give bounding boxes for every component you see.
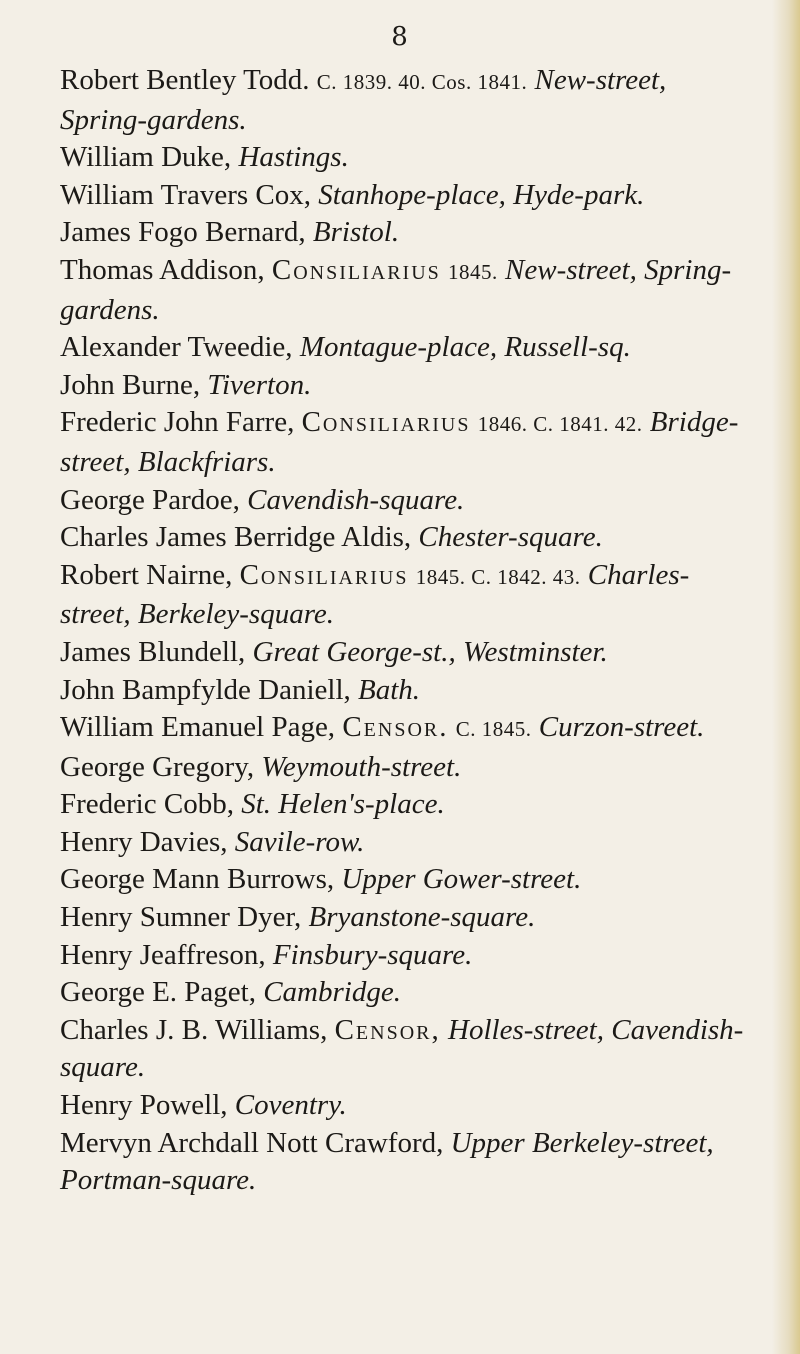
list-item xyxy=(60,177,750,215)
member-address: Finsbury-square. xyxy=(272,938,473,971)
office-title: Consiliarius xyxy=(239,558,409,591)
member-name: Henry Davies, xyxy=(60,825,228,858)
list-item xyxy=(60,139,750,177)
list-item xyxy=(60,557,750,634)
member-address: Bath. xyxy=(358,673,421,706)
list-item xyxy=(60,1125,750,1200)
member-address: Cambridge. xyxy=(263,976,401,1009)
member-name: John Bampfylde Daniell, xyxy=(60,673,351,706)
member-address: Curzon-street. xyxy=(538,711,705,744)
member-address: New-street, Spring-gardens. xyxy=(60,64,667,136)
member-name: Frederic John Farre, xyxy=(60,406,295,439)
list-item xyxy=(60,786,750,824)
list-item xyxy=(60,937,750,975)
page-number: 8 xyxy=(391,22,409,52)
member-address: St. Helen's-place. xyxy=(241,788,445,821)
member-name: William Emanuel Page, xyxy=(60,711,336,744)
office-title: Consiliarius xyxy=(271,253,441,286)
list-item xyxy=(60,1087,750,1125)
member-name: James Fogo Bernard, xyxy=(60,216,306,249)
member-name: George Gregory, xyxy=(60,750,255,783)
list-item xyxy=(60,899,750,937)
member-address: Upper Berkeley-street, Portman-square. xyxy=(60,1126,714,1197)
list-item xyxy=(60,214,750,252)
member-name: Alexander Tweedie, xyxy=(60,331,293,364)
office-title: Censor, xyxy=(334,1013,441,1046)
member-address: Bridge-street, Blackfriars. xyxy=(60,406,739,478)
member-name: William Travers Cox, xyxy=(60,178,311,211)
member-address: Savile-row. xyxy=(234,825,365,858)
member-address: Bryanstone-square. xyxy=(308,901,536,934)
list-item xyxy=(60,329,750,367)
list-item xyxy=(60,709,750,749)
member-address: Weymouth-street. xyxy=(261,750,462,783)
member-address: Bristol. xyxy=(312,216,400,249)
list-item xyxy=(60,861,750,899)
member-address: Hastings. xyxy=(238,141,349,174)
member-name: Henry Powell, xyxy=(60,1089,228,1122)
member-name: Frederic Cobb, xyxy=(60,788,234,821)
member-address: New-street, Spring-gardens. xyxy=(60,253,732,326)
list-item xyxy=(60,404,750,481)
member-name: Robert Bentley Todd. xyxy=(60,64,310,96)
list-item xyxy=(60,367,750,405)
page-edge xyxy=(772,0,800,1354)
member-name: Henry Sumner Dyer, xyxy=(60,901,302,934)
member-name: Henry Jeaffreson, xyxy=(60,938,266,971)
member-name: George Mann Burrows, xyxy=(60,863,335,896)
office-title: Consiliarius xyxy=(301,406,471,439)
office-title: Censor. xyxy=(342,711,449,744)
member-address: Tiverton. xyxy=(207,368,312,401)
member-address: Cavendish-square. xyxy=(247,483,465,516)
member-name: James Blundell, xyxy=(60,635,246,668)
member-name: Mervyn Archdall Nott Crawford, xyxy=(60,1126,444,1159)
list-item xyxy=(60,749,750,787)
entry-note: 1846. C. 1841. 42. xyxy=(477,412,643,437)
list-item xyxy=(60,974,750,1012)
member-address: Upper Gower-street. xyxy=(341,863,582,896)
entry-list xyxy=(60,62,750,1200)
list-item xyxy=(60,824,750,862)
member-name: Thomas Addison, xyxy=(60,253,265,286)
member-address: Holles-street, Cavendish-square. xyxy=(60,1013,744,1084)
member-address: Chester-square. xyxy=(418,521,603,554)
member-name: John Burne, xyxy=(60,368,201,401)
member-name: William Duke, xyxy=(60,141,232,174)
member-address: Stanhope-place, Hyde-park. xyxy=(318,178,645,211)
list-item xyxy=(60,252,750,329)
entry-note: C. 1845. xyxy=(455,717,532,742)
list-item xyxy=(60,519,750,557)
member-name: George E. Paget, xyxy=(60,976,256,1009)
list-item xyxy=(60,634,750,672)
entry-note: C. 1839. 40. Cos. 1841. xyxy=(316,70,528,94)
entry-note: 1845. C. 1842. 43. xyxy=(415,564,581,589)
member-address: Charles-street, Berkeley-square. xyxy=(60,558,690,631)
member-name: Charles J. B. Williams, xyxy=(60,1013,328,1046)
member-address: Great George-st., Westminster. xyxy=(252,635,608,668)
member-name: George Pardoe, xyxy=(60,483,240,516)
member-address: Montague-place, Russell-sq. xyxy=(299,331,631,364)
entry-note: 1845. xyxy=(448,259,498,284)
member-name: Robert Nairne, xyxy=(60,558,233,591)
list-item xyxy=(60,482,750,520)
list-item xyxy=(60,1012,750,1087)
list-item xyxy=(60,672,750,710)
member-name: Charles James Berridge Aldis, xyxy=(60,521,412,554)
member-address: Coventry. xyxy=(234,1089,347,1122)
list-item xyxy=(60,62,750,139)
